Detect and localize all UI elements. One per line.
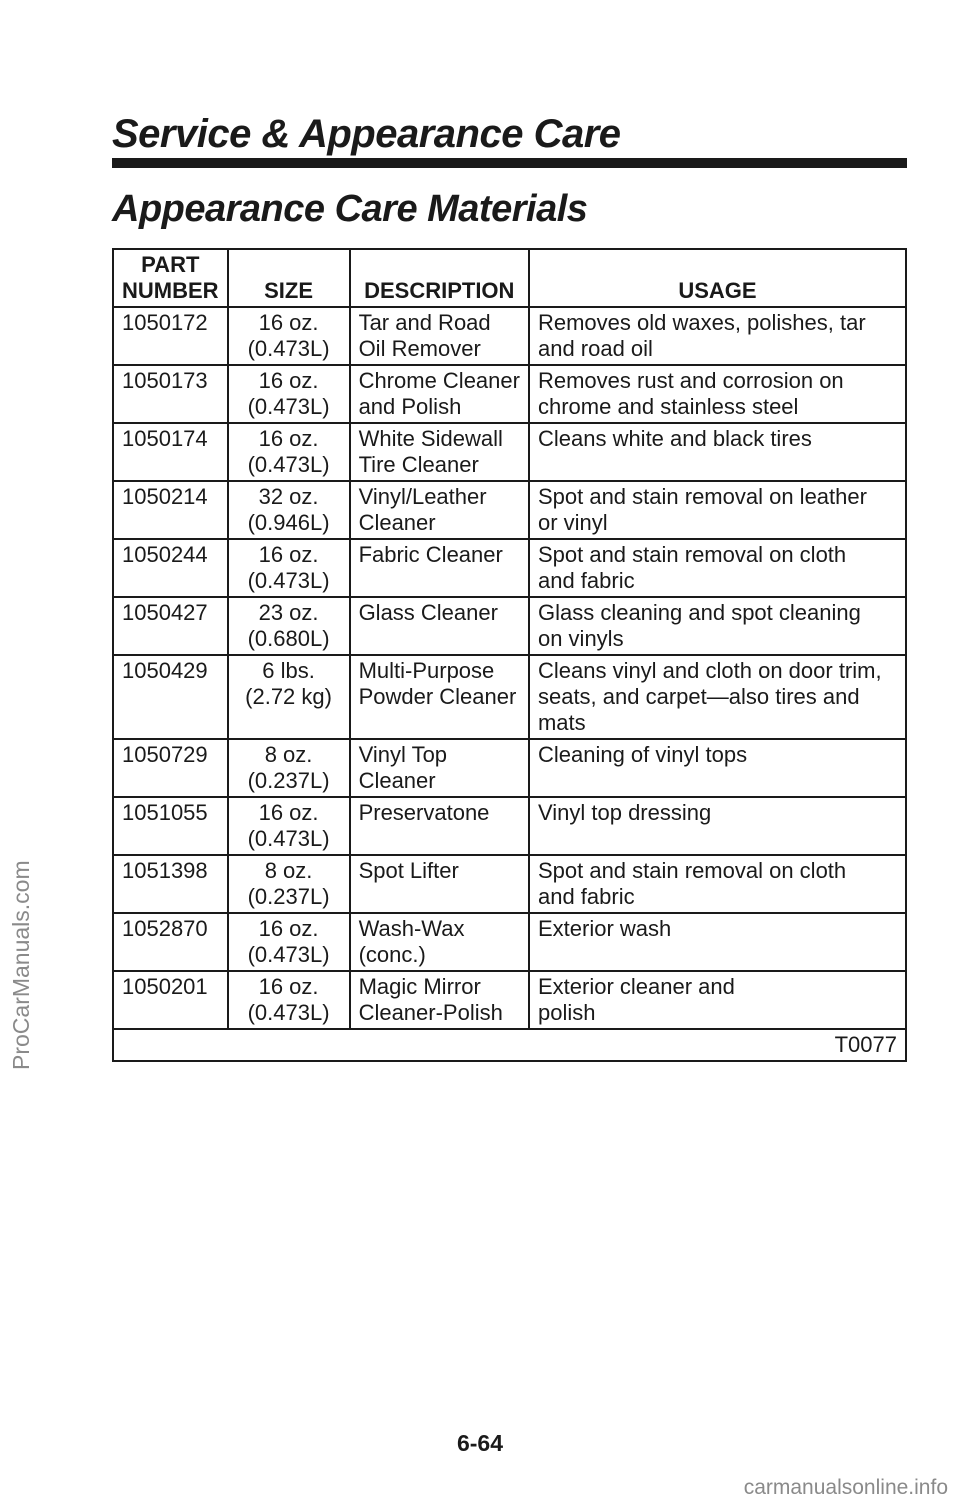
- header-part-line2: NUMBER: [122, 278, 219, 303]
- table-row: [113, 855, 906, 913]
- description-cell-line: Glass Cleaner: [358, 600, 498, 625]
- usage-cell-line: Glass cleaning and spot cleaning: [537, 600, 861, 625]
- header-usage: USAGE: [529, 249, 906, 307]
- usage-cell: [529, 307, 906, 365]
- size-cell-line: (0.473L): [247, 942, 330, 967]
- part-number-cell: 1050201: [113, 971, 228, 1029]
- usage-cell-line: Removes rust and corrosion on: [537, 368, 844, 393]
- header-description: DESCRIPTION: [350, 249, 529, 307]
- table-row: [113, 365, 906, 423]
- size-cell: [228, 365, 350, 423]
- size-cell-line: (0.473L): [247, 452, 330, 477]
- usage-cell: [529, 423, 906, 481]
- table-row: [113, 913, 906, 971]
- usage-cell-line: Cleaning of vinyl tops: [537, 742, 748, 767]
- usage-cell-line: chrome and stainless steel: [537, 394, 799, 419]
- size-cell-line: 8 oz.: [264, 742, 313, 767]
- table-row: [113, 655, 906, 739]
- usage-cell: [529, 855, 906, 913]
- table-row: [113, 423, 906, 481]
- size-cell-line: (0.473L): [247, 336, 330, 361]
- table-row: [113, 597, 906, 655]
- size-cell-line: 16 oz.: [258, 800, 319, 825]
- part-number-cell: 1050174: [113, 423, 228, 481]
- description-cell: [350, 797, 529, 855]
- side-watermark: ProCarManuals.com: [8, 860, 34, 1070]
- table-code: T0077: [113, 1029, 906, 1061]
- size-cell-line: (0.237L): [247, 884, 330, 909]
- usage-cell: [529, 971, 906, 1029]
- size-cell-line: 16 oz.: [258, 542, 319, 567]
- description-cell: [350, 481, 529, 539]
- description-cell-line: Wash-Wax: [358, 916, 465, 941]
- page-title: Appearance Care Materials: [112, 188, 588, 230]
- header-part-line1: PART: [141, 252, 200, 277]
- header-size: SIZE: [228, 249, 350, 307]
- table-row: [113, 971, 906, 1029]
- table-header-row: [113, 249, 906, 307]
- part-number-cell: 1051055: [113, 797, 228, 855]
- page-number: 6-64: [456, 1430, 504, 1456]
- part-number-cell: 1050172: [113, 307, 228, 365]
- description-cell-line: Tire Cleaner: [358, 452, 479, 477]
- usage-cell-line: Exterior cleaner and: [537, 974, 735, 999]
- description-cell-line: Fabric Cleaner: [358, 542, 503, 567]
- description-cell-line: Chrome Cleaner: [358, 368, 520, 393]
- table-row: [113, 539, 906, 597]
- size-cell-line: (0.473L): [247, 394, 330, 419]
- table-row: [113, 739, 906, 797]
- size-cell: [228, 423, 350, 481]
- description-cell: [350, 539, 529, 597]
- size-cell-line: (0.473L): [247, 568, 330, 593]
- size-cell-line: 8 oz.: [264, 858, 313, 883]
- description-cell-line: (conc.): [358, 942, 426, 967]
- usage-cell: [529, 481, 906, 539]
- size-cell-line: 16 oz.: [258, 368, 319, 393]
- size-cell-line: (0.237L): [247, 768, 330, 793]
- part-number-cell: 1050729: [113, 739, 228, 797]
- part-number-cell: 1050427: [113, 597, 228, 655]
- table-footer-row: [113, 1029, 906, 1061]
- part-number-cell: 1050173: [113, 365, 228, 423]
- description-cell-line: Cleaner: [358, 510, 436, 535]
- usage-cell: [529, 655, 906, 739]
- table-row: [113, 481, 906, 539]
- usage-cell-line: Vinyl top dressing: [537, 800, 712, 825]
- size-cell: [228, 481, 350, 539]
- size-cell: [228, 655, 350, 739]
- size-cell-line: 23 oz.: [258, 600, 319, 625]
- header-part-number: [113, 249, 228, 307]
- usage-cell-line: Spot and stain removal on leather: [537, 484, 867, 509]
- description-cell-line: Powder Cleaner: [358, 684, 517, 709]
- usage-cell-line: and fabric: [537, 884, 635, 909]
- section-title: Service & Appearance Care: [112, 112, 621, 156]
- size-cell-line: 32 oz.: [258, 484, 319, 509]
- usage-cell: [529, 913, 906, 971]
- description-cell-line: White Sidewall: [358, 426, 503, 451]
- bottom-watermark: carmanualsonline.info: [743, 1476, 948, 1499]
- usage-cell-line: or vinyl: [537, 510, 608, 535]
- header-rule: [112, 158, 907, 168]
- description-cell-line: Cleaner: [358, 768, 436, 793]
- size-cell-line: 6 lbs.: [262, 658, 315, 683]
- usage-cell: [529, 739, 906, 797]
- table-body: [113, 307, 906, 1029]
- description-cell: [350, 597, 529, 655]
- description-cell-line: Vinyl Top: [358, 742, 448, 767]
- usage-cell: [529, 365, 906, 423]
- usage-cell: [529, 797, 906, 855]
- description-cell: [350, 365, 529, 423]
- size-cell: [228, 597, 350, 655]
- description-cell-line: Preservatone: [358, 800, 490, 825]
- description-cell-line: Magic Mirror: [358, 974, 481, 999]
- description-cell-line: Tar and Road: [358, 310, 491, 335]
- description-cell-line: Spot Lifter: [358, 858, 459, 883]
- usage-cell-line: Spot and stain removal on cloth: [537, 542, 847, 567]
- usage-cell-line: Cleans white and black tires: [537, 426, 812, 451]
- usage-cell-line: polish: [537, 1000, 596, 1025]
- table-row: [113, 797, 906, 855]
- size-cell: [228, 539, 350, 597]
- size-cell: [228, 739, 350, 797]
- usage-cell-line: Exterior wash: [537, 916, 672, 941]
- description-cell: [350, 307, 529, 365]
- size-cell: [228, 913, 350, 971]
- size-cell: [228, 797, 350, 855]
- usage-cell-line: on vinyls: [537, 626, 624, 651]
- part-number-cell: 1050429: [113, 655, 228, 739]
- table-row: [113, 307, 906, 365]
- description-cell: [350, 739, 529, 797]
- size-cell-line: (2.72 kg): [245, 684, 332, 709]
- size-cell-line: 16 oz.: [258, 426, 319, 451]
- description-cell-line: and Polish: [358, 394, 462, 419]
- description-cell-line: Vinyl/Leather: [358, 484, 487, 509]
- size-cell-line: 16 oz.: [258, 916, 319, 941]
- size-cell-line: 16 oz.: [258, 310, 319, 335]
- part-number-cell: 1050214: [113, 481, 228, 539]
- description-cell-line: Multi-Purpose: [358, 658, 495, 683]
- part-number-cell: 1050244: [113, 539, 228, 597]
- description-cell: [350, 423, 529, 481]
- usage-cell-line: and fabric: [537, 568, 635, 593]
- part-number-cell: 1051398: [113, 855, 228, 913]
- size-cell: [228, 307, 350, 365]
- materials-table: [112, 248, 907, 1062]
- usage-cell-line: mats: [537, 710, 586, 735]
- usage-cell-line: Cleans vinyl and cloth on door trim,: [537, 658, 882, 683]
- description-cell: [350, 855, 529, 913]
- usage-cell-line: Removes old waxes, polishes, tar: [537, 310, 866, 335]
- size-cell-line: (0.680L): [247, 626, 330, 651]
- description-cell-line: Oil Remover: [358, 336, 481, 361]
- description-cell: [350, 655, 529, 739]
- description-cell: [350, 913, 529, 971]
- description-cell-line: Cleaner-Polish: [358, 1000, 503, 1025]
- size-cell: [228, 971, 350, 1029]
- size-cell-line: 16 oz.: [258, 974, 319, 999]
- usage-cell-line: and road oil: [537, 336, 653, 361]
- usage-cell: [529, 539, 906, 597]
- usage-cell-line: seats, and carpet—also tires and: [537, 684, 860, 709]
- description-cell: [350, 971, 529, 1029]
- size-cell: [228, 855, 350, 913]
- usage-cell-line: Spot and stain removal on cloth: [537, 858, 847, 883]
- size-cell-line: (0.473L): [247, 826, 330, 851]
- usage-cell: [529, 597, 906, 655]
- part-number-cell: 1052870: [113, 913, 228, 971]
- size-cell-line: (0.473L): [247, 1000, 330, 1025]
- size-cell-line: (0.946L): [247, 510, 330, 535]
